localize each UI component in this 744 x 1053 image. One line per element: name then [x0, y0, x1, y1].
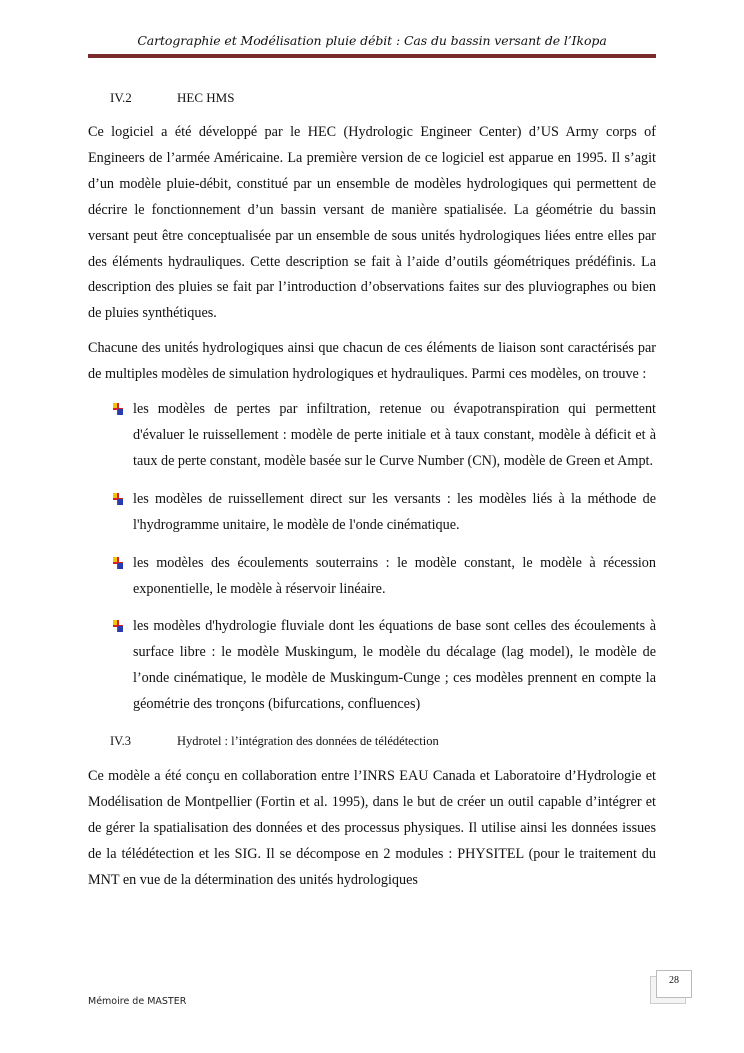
section-title: Hydrotel : l’intégration des données de télédétection	[177, 734, 439, 749]
footer-label: Mémoire de MASTER	[88, 996, 187, 1007]
section-number: IV.2	[110, 90, 132, 106]
model-bullet-list	[133, 397, 656, 718]
list-item-text: les modèles de pertes par infiltration, retenue ou évapotranspiration qui permettent d'évaluer le ruissellement : modèle de perte initiale et à taux constant, modèle à déficit et à taux de perte constant, modèle basée sur le Curve Number (CN), modèle de Green et Ampt.	[133, 401, 656, 469]
section-heading-hec-hms	[110, 86, 656, 110]
list-item	[133, 397, 656, 475]
bullet-icon	[113, 557, 123, 569]
page-body	[88, 86, 656, 903]
list-item	[133, 614, 656, 718]
section-heading-hydrotel	[110, 730, 656, 754]
list-item	[133, 551, 656, 603]
running-header-title: Cartographie et Modélisation pluie débit : Cas du bassin versant de l’Ikopa	[137, 33, 607, 48]
page-number: 28	[669, 975, 679, 986]
bullet-icon	[113, 403, 123, 415]
list-item-text: les modèles de ruissellement direct sur les versants : les modèles liés à la méthode de l'hydrogramme unitaire, le modèle de l'onde cinématique.	[133, 490, 656, 533]
page-number-box	[656, 970, 692, 998]
header-rule	[88, 54, 656, 58]
section-number: IV.3	[110, 734, 131, 749]
list-item-text: les modèles d'hydrologie fluviale dont les équations de base sont celles des écoulements à surface libre : le modèle Muskingum, le modèle du décalage (lag model), le modèle de l’onde cinématique, le modèle de Muskingum-Cunge ; ces modèles prennent en compte la géométrie des tronçons (bifurcations, confluences)	[133, 618, 656, 713]
bullet-icon	[113, 620, 123, 632]
list-item-text: les modèles des écoulements souterrains : le modèle constant, le modèle à récession exponentielle, le modèle à réservoir linéaire.	[133, 554, 656, 597]
section-title: HEC HMS	[177, 90, 235, 106]
bullet-icon	[113, 493, 123, 505]
paragraph-hec-models: Chacune des unités hydrologiques ainsi que chacun de ces éléments de liaison sont caractérisés par de multiples modèles de simulation hydrologiques et hydrauliques. Parmi ces modèles, on trouve :	[88, 340, 656, 383]
paragraph-hydrotel-intro: Ce modèle a été conçu en collaboration entre l’INRS EAU Canada et Laboratoire d’Hydrologie et Modélisation de Montpellier (Fortin et al. 1995), dans le but de créer un outil capable d’intégrer et de gérer la spatialisation des données et des processus physiques. Il utilise ainsi les données issues de la télédétection et les SIG. Il se décompose en 2 modules : PHYSITEL (pour le traitement du MNT en vue de la détermination des unités hydrologiques	[88, 768, 656, 888]
paragraph-hec-intro: Ce logiciel a été développé par le HEC (Hydrologic Engineer Center) d’US Army corps of Engineers de l’armée Américaine. La première version de ce logiciel est apparue en 1995. Il s’agit d’un modèle pluie-débit, constitué par un ensemble de modèles hydrologiques qui permettent de décrire le fonctionnement d’un bassin versant de manière spatialisée. La géométrie du bassin versant peut être conceptualisée par un ensemble de sous unités hydrologiques liées entre elles par des éléments hydrauliques. Cette description se fait à l’aide d’outils géométriques prédéfinis. La description des pluies se fait par l’introduction d’observations faites sur des pluviographes ou bien de pluies synthétiques.	[88, 124, 656, 322]
list-item	[133, 487, 656, 539]
